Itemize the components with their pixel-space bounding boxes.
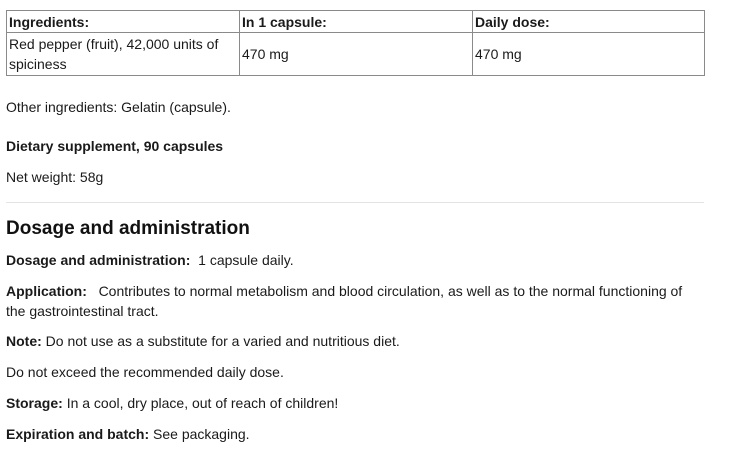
table-header-row <box>7 11 705 33</box>
other-ingredients: Other ingredients: Gelatin (capsule). <box>6 99 231 115</box>
application-value: Contributes to normal metabolism and blood circulation, as well as to the normal functioning of the gastrointestinal tract. <box>6 283 683 319</box>
ingredient-per-capsule: 470 mg <box>240 33 473 76</box>
header-ingredients: Ingredients: <box>7 11 240 33</box>
note-value: Do not use as a substitute for a varied and nutritious diet. <box>45 333 400 349</box>
expiration-value: See packaging. <box>153 426 250 442</box>
storage-line <box>6 393 338 413</box>
dosage-label: Dosage and administration: <box>6 252 191 268</box>
ingredients-table <box>6 10 705 76</box>
ingredient-name: Red pepper (fruit), 42,000 units of spiciness <box>7 33 240 76</box>
ingredient-daily-dose: 470 mg <box>473 33 705 76</box>
storage-value: In a cool, dry place, out of reach of children! <box>66 395 339 411</box>
section-divider <box>6 202 704 203</box>
expiration-line <box>6 424 250 444</box>
header-daily-dose: Daily dose: <box>473 11 705 33</box>
net-weight: Net weight: 58g <box>6 169 104 185</box>
application-line <box>6 281 704 321</box>
table-row <box>7 33 705 76</box>
product-info <box>6 10 704 442</box>
storage-label: Storage: <box>6 395 63 411</box>
section-title: Dosage and administration <box>6 218 250 239</box>
header-in-1-capsule: In 1 capsule: <box>240 11 473 33</box>
note-line <box>6 331 400 351</box>
application-label: Application: <box>6 283 87 299</box>
note-label: Note: <box>6 333 42 349</box>
expiration-label: Expiration and batch: <box>6 426 150 442</box>
do-not-exceed: Do not exceed the recommended daily dose. <box>6 364 284 380</box>
supplement-description: Dietary supplement, 90 capsules <box>6 138 224 154</box>
dosage-value: 1 capsule daily. <box>198 252 294 268</box>
dosage-line <box>6 250 294 270</box>
